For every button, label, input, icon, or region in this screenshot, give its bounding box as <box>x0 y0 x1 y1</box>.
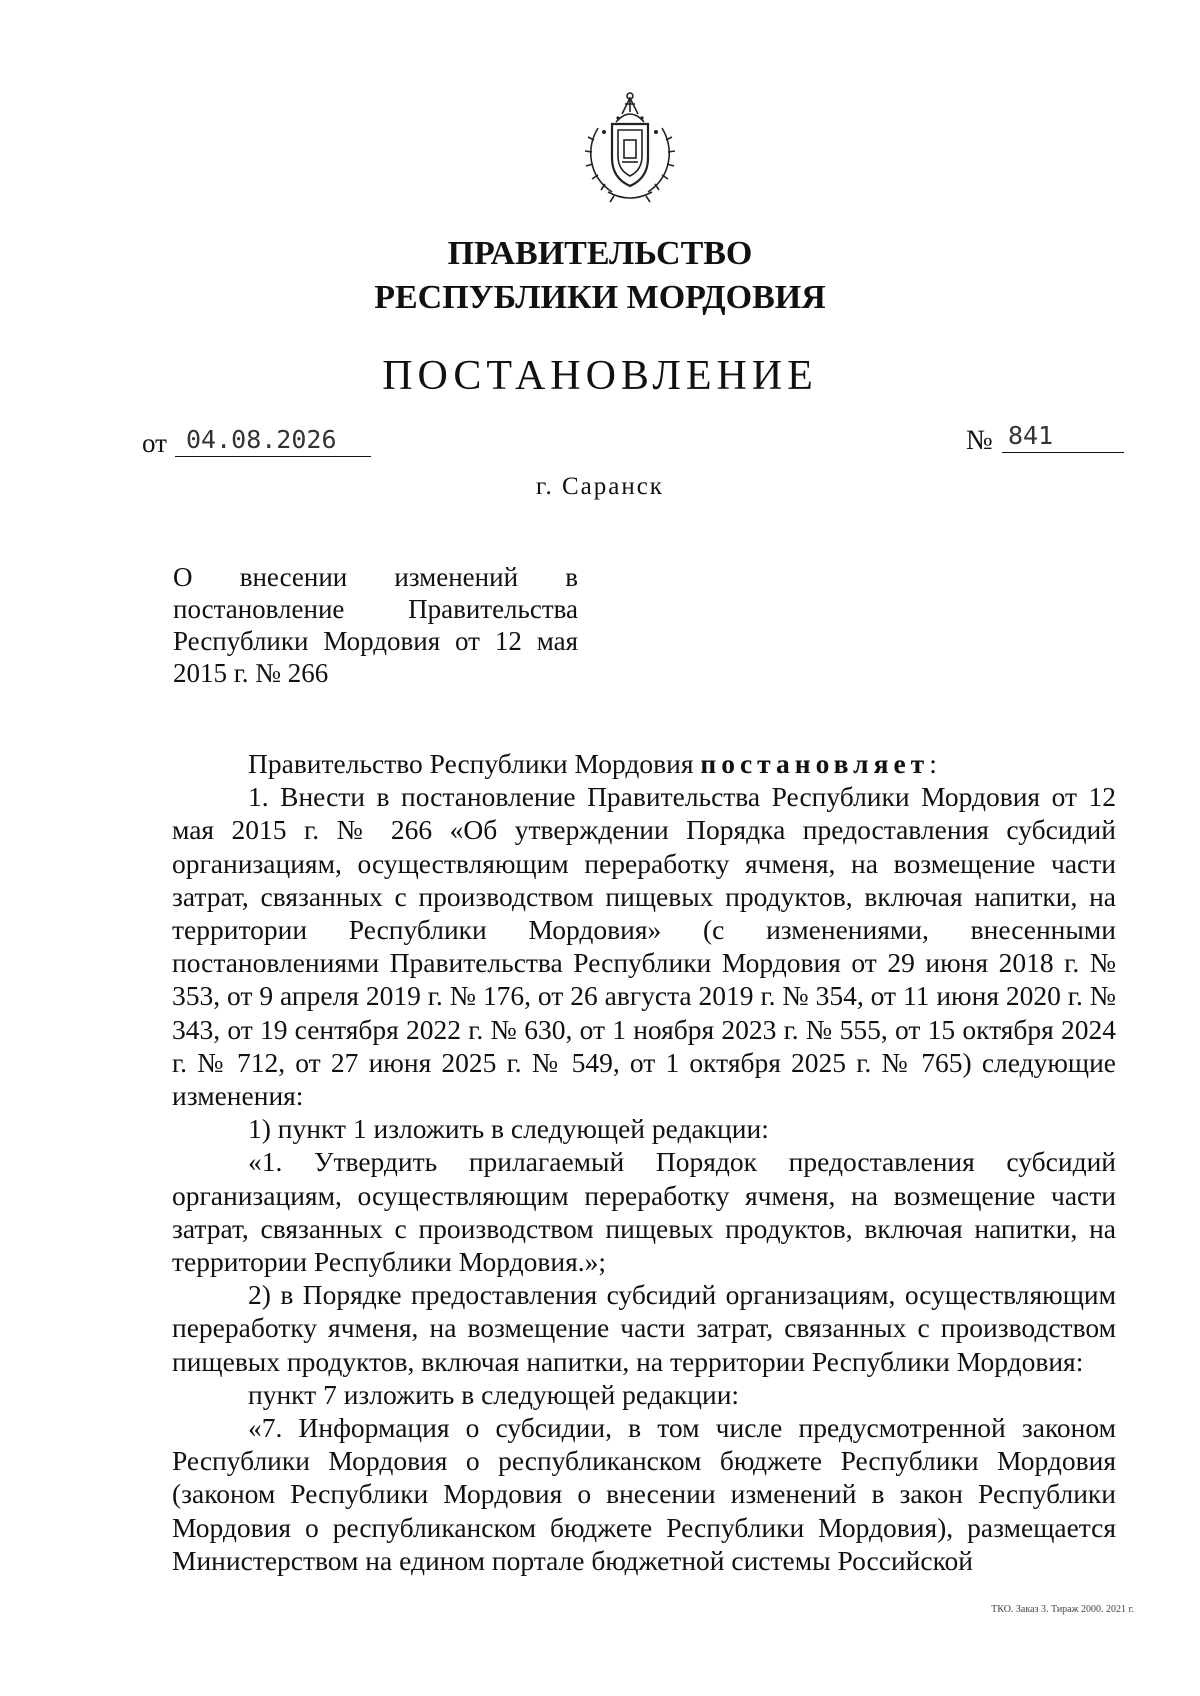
city-of-issue: г. Саранск <box>536 473 664 500</box>
document-date: 04.08.2026 <box>175 424 371 457</box>
number-sign: № <box>966 425 993 456</box>
new-wording-point-7: «7. Информация о субсидии, в том числе предусмотренной законом Республики Мордовия о республиканском бюджете Республики Мордовия (законом Республики Мордовия о внесении изменений в закон Республики Мордовия о республиканском бюджете Республики Мордовия), размещается Министерством на едином портале бюджетной системы Российской <box>172 1412 1116 1576</box>
clause-1: 1. Внести в постановление Правительства Республики Мордовия от 12 мая 2015 г. № 266 «Об утверждении Порядка предоставления субсидий организациям, осуществляющим переработку ячменя, на возмещение части затрат, связанных с производством пищевых продуктов, включая напитки, на территории Республики Мордовия» (с изменениями, внесенными постановлениями Правительства Республики Мордовия от 29 июня 2018 г. № 353, от 9 апреля 2019 г. № 176, от 26 августа 2019 г. № 354, от 11 июня 2020 г. № 343, от 19 сентября 2022 г. № 630, от 1 ноября 2023 г. № 555, от 15 октября 2024 г. № 712, от 27 июня 2025 г. № 549, от 1 октября 2025 г. № 765) следующие изменения: <box>172 781 1116 1112</box>
print-imprint: ТКО. Заказ 3. Тираж 2000. 2021 г. <box>991 1604 1134 1615</box>
document-body <box>172 747 1116 1577</box>
preamble-colon: : <box>929 748 937 779</box>
preamble <box>172 747 1116 780</box>
subclause-2: 2) в Порядке предоставления субсидий организациям, осуществляющим переработку ячменя, на возмещение части затрат, связанных с производством пищевых продуктов, включая напитки, на территории Республики Мордовия: <box>172 1279 1116 1377</box>
document-subject: О внесении изменений в постановление Правительства Республики Мордовия от 12 мая 2015 г. № 266 <box>173 562 578 688</box>
coat-of-arms-icon <box>578 88 682 204</box>
new-wording-point-1: «1. Утвердить прилагаемый Порядок предоставления субсидий организациям, осуществляющим переработку ячменя, на возмещение части затрат, связанных с производством пищевых продуктов, включая напитки, на территории Республики Мордовия.»; <box>172 1146 1116 1278</box>
preamble-text: Правительство Республики Мордовия <box>248 748 701 779</box>
subclause-1: 1) пункт 1 изложить в следующей редакции: <box>248 1113 769 1145</box>
date-prefix: от <box>142 428 167 458</box>
document-type-title: ПОСТАНОВЛЕНИЕ <box>382 353 818 399</box>
government-title-line1: ПРАВИТЕЛЬСТВО <box>447 235 753 272</box>
resolves-keyword: постановляет <box>700 748 930 779</box>
point-7-instruction: пункт 7 изложить в следующей редакции: <box>248 1378 740 1410</box>
document-number: 841 <box>1002 420 1124 453</box>
government-title-line2: РЕСПУБЛИКИ МОРДОВИЯ <box>374 279 826 316</box>
